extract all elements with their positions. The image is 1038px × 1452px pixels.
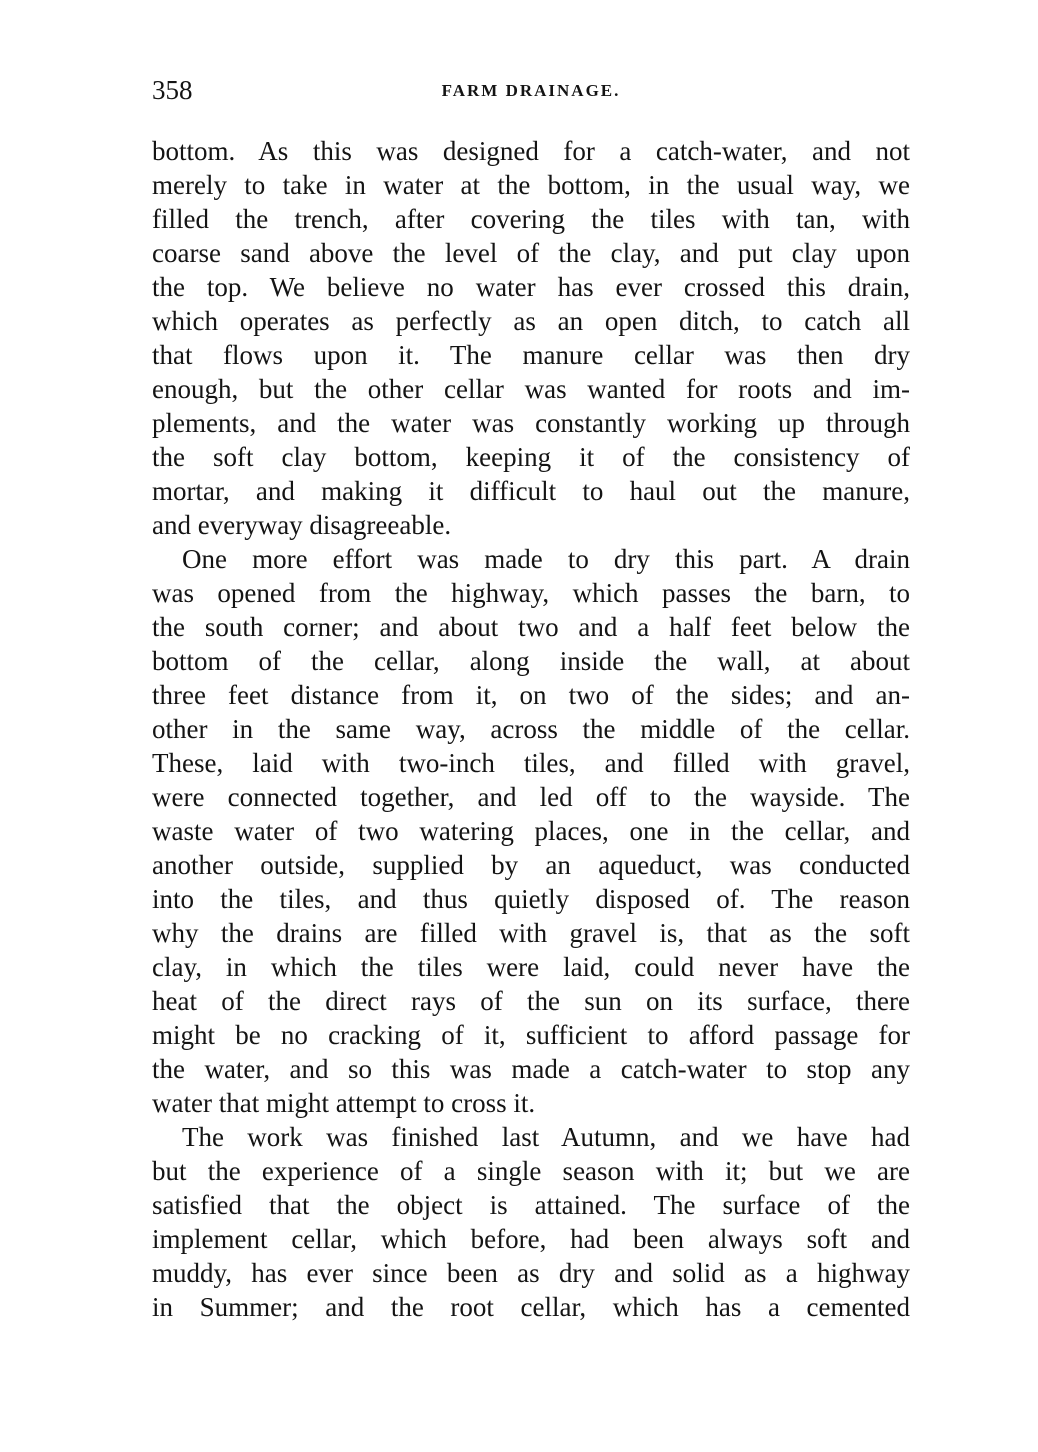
text-line: The work was finished last Autumn, and we have had	[182, 1122, 910, 1152]
text-line: enough, but the other cellar was wanted for roots and im-	[152, 374, 910, 404]
text-line: plements, and the water was constantly working up through	[152, 408, 910, 438]
page-header	[152, 74, 910, 110]
text-line: coarse sand above the level of the clay, and put clay upon	[152, 238, 910, 268]
text-line: but the experience of a single season with it; but we are	[152, 1156, 910, 1186]
text-line: mortar, and making it difficult to haul out the manure,	[152, 476, 910, 506]
text-line: clay, in which the tiles were laid, could never have the	[152, 952, 910, 982]
text-line: heat of the direct rays of the sun on its surface, there	[152, 986, 910, 1016]
text-line: which operates as perfectly as an open ditch, to catch all	[152, 306, 910, 336]
text-line: These, laid with two-inch tiles, and filled with gravel,	[152, 748, 910, 778]
text-line: filled the trench, after covering the tiles with tan, with	[152, 204, 910, 234]
text-line: water that might attempt to cross it.	[152, 1088, 536, 1118]
text-line: in Summer; and the root cellar, which has a cemented	[152, 1292, 910, 1322]
text-line: other in the same way, across the middle of the cellar.	[152, 714, 910, 744]
text-line: muddy, has ever since been as dry and solid as a highway	[152, 1258, 910, 1288]
text-line: why the drains are filled with gravel is, that as the soft	[152, 918, 910, 948]
text-line: the water, and so this was made a catch-water to stop any	[152, 1054, 910, 1084]
text-line: another outside, supplied by an aqueduct, was conducted	[152, 850, 910, 880]
text-line: three feet distance from it, on two of the sides; and an-	[152, 680, 910, 710]
text-line: the south corner; and about two and a half feet below the	[152, 612, 910, 642]
text-line: implement cellar, which before, had been always soft and	[152, 1224, 910, 1254]
text-line: waste water of two watering places, one in the cellar, and	[152, 816, 910, 846]
text-line: was opened from the highway, which passes the barn, to	[152, 578, 910, 608]
text-line: that flows upon it. The manure cellar was then dry	[152, 340, 910, 370]
running-title: FARM DRAINAGE.	[441, 81, 621, 100]
text-line: into the tiles, and thus quietly disposed of. The reason	[152, 884, 910, 914]
page-number: 358	[152, 75, 193, 105]
text-line: merely to take in water at the bottom, in the usual way, we	[152, 170, 910, 200]
body-text	[152, 134, 910, 1324]
text-line: satisfied that the object is attained. The surface of the	[152, 1190, 910, 1220]
text-line: bottom of the cellar, along inside the wall, at about	[152, 646, 910, 676]
text-line: and everyway disagreeable.	[152, 510, 452, 540]
text-line: One more effort was made to dry this part. A drain	[182, 544, 910, 574]
text-line: were connected together, and led off to the wayside. The	[152, 782, 910, 812]
text-line: bottom. As this was designed for a catch-water, and not	[152, 136, 910, 166]
text-line: the top. We believe no water has ever crossed this drain,	[152, 272, 910, 302]
text-line: the soft clay bottom, keeping it of the consistency of	[152, 442, 910, 472]
text-line: might be no cracking of it, sufficient to afford passage for	[152, 1020, 910, 1050]
